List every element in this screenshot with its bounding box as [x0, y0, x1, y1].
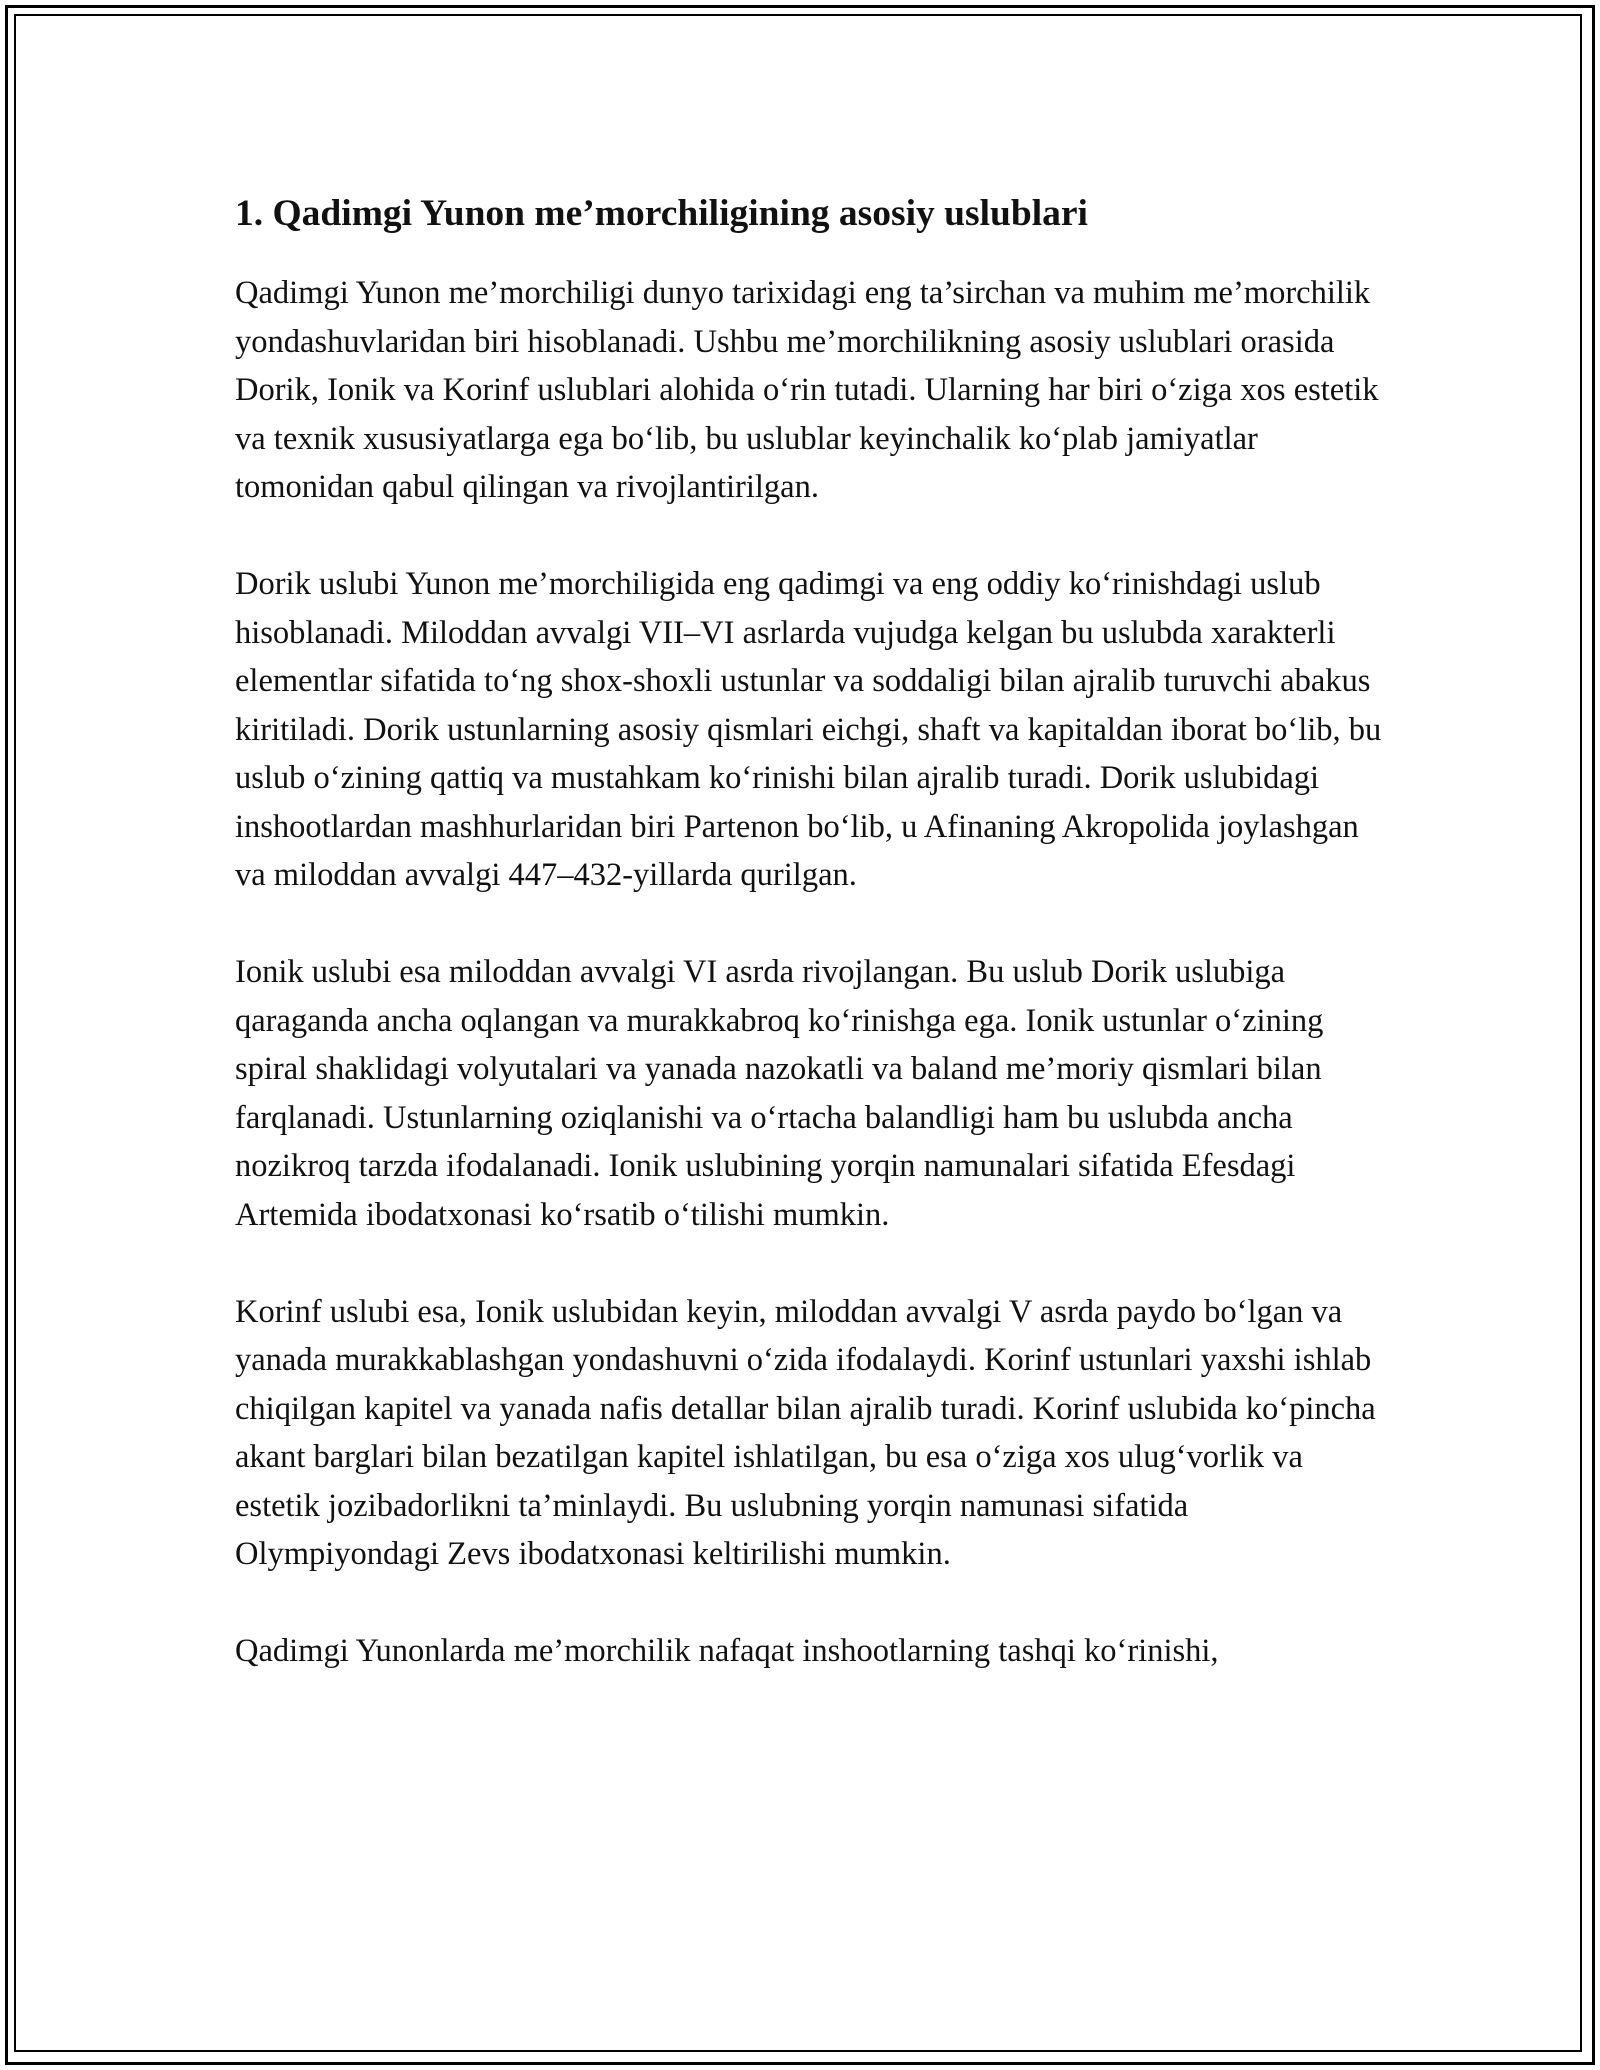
- paragraph-corinthian: Korinf uslubi esa, Ionik uslubidan keyin, miloddan avvalgi V asrda paydo bo‘lgan va yanada murakkablashgan yondashuvni o‘zida ifodalaydi. Korinf ustunlari yaxshi ishlab chiqilgan kapitel va yanada nafis detallar bilan ajralib turadi. Korinf uslubida ko‘pincha akant barglari bilan bezatilgan kapitel ishlatilgan, bu esa o‘ziga xos ulug‘vorlik va estetik jozibadorlikni ta’minlaydi. Bu uslubning yorqin namunasi sifatida Olympiyondagi Zevs ibodatxonasi keltirilishi mumkin.: [235, 1293, 1376, 1572]
- paragraph-ionic: Ionik uslubi esa miloddan avvalgi VI asrda rivojlangan. Bu uslub Dorik uslubiga qaraganda ancha oqlangan va murakkabroq ko‘rinishga ega. Ionik ustunlar o‘zining spiral shaklidagi volyutalari va yanada nazokatli va baland me’moriy qismlari bilan farqlanadi. Ustunlarning oziqlanishi va o‘rtacha balandligi ham bu uslubda ancha nozikroq tarzda ifodalanadi. Ionik uslubining yorqin namunalari sifatida Efesdagi Artemida ibodatxonasi ko‘rsatib o‘tilishi mumkin.: [235, 954, 1324, 1233]
- paragraph-intro: Qadimgi Yunon me’morchiligi dunyo tarixidagi eng ta’sirchan va muhim me’morchilik yondashuvlaridan biri hisoblanadi. Ushbu me’morchilikning asosiy uslublari orasida Dorik, Ionik va Korinf uslublari alohida o‘rin tutadi. Ularning har biri o‘ziga xos estetik va texnik xususiyatlarga ega bo‘lib, bu uslublar keyinchalik ko‘plab jamiyatlar tomonidan qabul qilingan va rivojlantirilgan.: [235, 275, 1379, 505]
- document-body: [235, 185, 1385, 1676]
- section-heading: 1. Qadimgi Yunon me’morchiligining asosiy uslublari: [235, 193, 1088, 234]
- paragraph-continuation: Qadimgi Yunonlarda me’morchilik nafaqat inshootlarning tashqi ko‘rinishi,: [235, 1633, 1219, 1669]
- paragraph-doric: Dorik uslubi Yunon me’morchiligida eng qadimgi va eng oddiy ko‘rinishdagi uslub hisoblanadi. Miloddan avvalgi VII–VI asrlarda vujudga kelgan bu uslubda xarakterli elementlar sifatida to‘ng shox-shoxli ustunlar va soddaligi bilan ajralib turuvchi abakus kiritiladi. Dorik ustunlarning asosiy qismlari eichgi, shaft va kapitaldan iborat bo‘lib, bu uslub o‘zining qattiq va mustahkam ko‘rinishi bilan ajralib turadi. Dorik uslubidagi inshootlardan mashhurlaridan biri Partenon bo‘lib, u Afinaning Akropolida joylashgan va miloddan avvalgi 447–432-yillarda qurilgan.: [235, 566, 1382, 893]
